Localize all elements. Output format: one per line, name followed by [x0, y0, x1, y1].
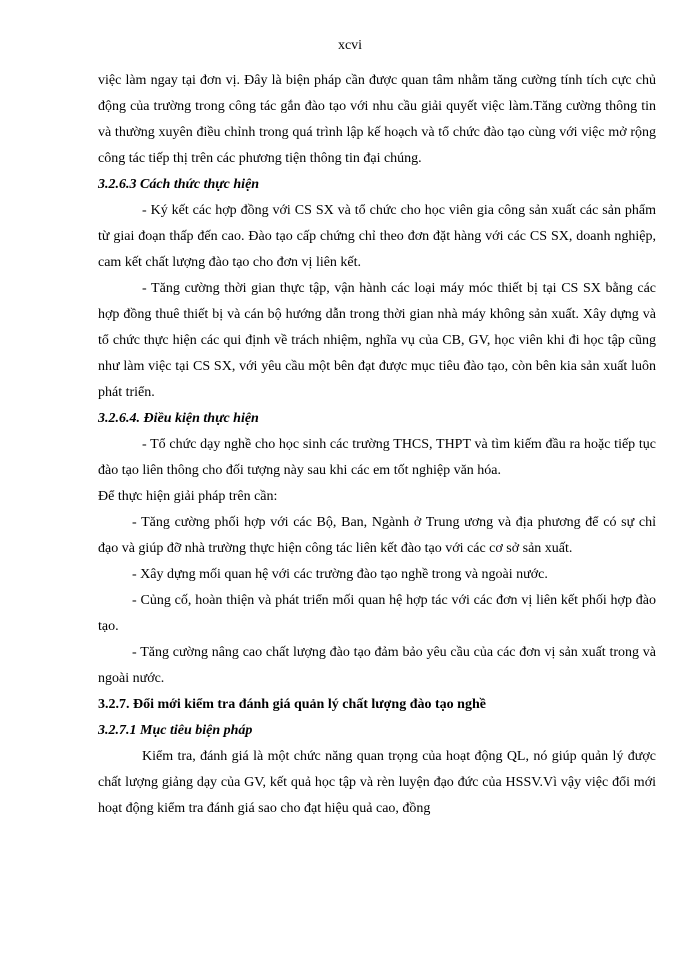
list-item: - Tăng cường phối hợp với các Bộ, Ban, Ngành ở Trung ương và địa phương để có sự chỉ đạo và giúp đỡ nhà trường thực hiện công tác liên kết đào tạo với các cơ sở sản xuất.	[98, 515, 656, 556]
heading-3-2-7-1: 3.2.7.1 Mục tiêu biện pháp	[98, 723, 253, 738]
heading-3-2-7: 3.2.7. Đổi mới kiểm tra đánh giá quản lý chất lượng đào tạo nghề	[98, 697, 486, 712]
paragraph-bullet: - Tăng cường thời gian thực tập, vận hành các loại máy móc thiết bị tại CS SX bằng các hợp đồng thuê thiết bị và cán bộ hướng dẫn trong thời gian nhà máy không sản xuất. Xây dựng và tổ chức thực hiện các qui định về trách nhiệm, nghĩa vụ của CB, GV, học viên khi đi học tập cũng như làm việc tại CS SX, với yêu cầu một bên đạt được mục tiêu đào tạo, còn bên kia sản xuất luôn phát triển.	[98, 281, 656, 400]
paragraph-bullet: - Ký kết các hợp đồng với CS SX và tổ chức cho học viên gia công sản xuất các sản phẩm từ giai đoạn thấp đến cao. Đào tạo cấp chứng chỉ theo đơn đặt hàng với các CS SX, doanh nghiệp, cam kết chất lượng đào tạo cho đơn vị liên kết.	[98, 203, 656, 270]
list-item: - Xây dựng mối quan hệ với các trường đào tạo nghề trong và ngoài nước.	[132, 567, 548, 582]
list-item: - Tăng cường nâng cao chất lượng đào tạo đảm bảo yêu cầu của các đơn vị sản xuất trong và ngoài nước.	[98, 645, 656, 686]
paragraph-body: Kiểm tra, đánh giá là một chức năng quan trọng của hoạt động QL, nó giúp quản lý được chất lượng giảng dạy của GV, kết quả học tập và rèn luyện đạo đức của HSSV.Vì vậy việc đổi mới hoạt động kiểm tra đánh giá sao cho đạt hiệu quả cao, đồng	[98, 749, 656, 816]
paragraph-bullet: - Tổ chức dạy nghề cho học sinh các trường THCS, THPT và tìm kiếm đầu ra hoặc tiếp tục đào tạo liên thông cho đối tượng này sau khi các em tốt nghiệp văn hóa.	[98, 437, 656, 478]
heading-3-2-6-4: 3.2.6.4. Điều kiện thực hiện	[98, 411, 259, 426]
list-item: - Củng cố, hoàn thiện và phát triển mối quan hệ hợp tác với các đơn vị liên kết phối hợp đào tạo.	[98, 593, 656, 634]
paragraph-intro: việc làm ngay tại đơn vị. Đây là biện pháp cần được quan tâm nhằm tăng cường tính tích cực chủ động của trường trong công tác gắn đào tạo với nhu cầu giải quyết việc làm.Tăng cường thông tin và thường xuyên điều chỉnh trong quá trình lập kế hoạch và tổ chức đào tạo cùng với việc mở rộng công tác tiếp thị trên các phương tiện thông tin đại chúng.	[98, 73, 656, 166]
heading-3-2-6-3: 3.2.6.3 Cách thức thực hiện	[98, 177, 260, 192]
paragraph-lead-in: Để thực hiện giải pháp trên cần:	[98, 489, 278, 504]
page-number: xcvi	[337, 38, 363, 53]
page-content	[98, 68, 656, 822]
